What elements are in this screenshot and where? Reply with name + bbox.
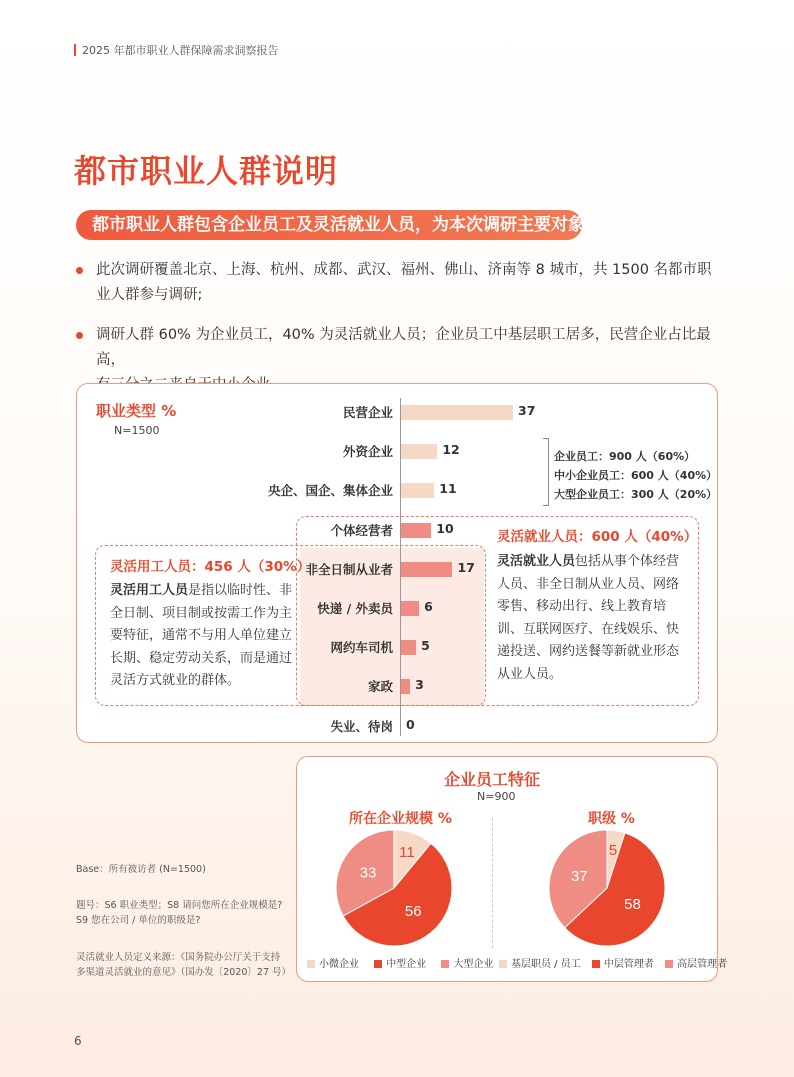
legend-label: 大型企业 — [453, 959, 494, 970]
bar-5 — [401, 601, 419, 616]
bar-value-label: 10 — [436, 520, 454, 536]
bar-category-label: 快递 / 外卖员 — [317, 601, 393, 616]
bar-value-label: 37 — [518, 403, 536, 418]
employee-info-line: 大型企业员工：300 人（20%） — [554, 488, 718, 501]
bar-3 — [401, 523, 431, 538]
company-size-pie-title: 所在企业规模 % — [349, 811, 452, 827]
bullet-item — [96, 258, 726, 308]
legend-item — [592, 959, 654, 970]
pie-value-label: 5 — [608, 842, 618, 860]
flex-hire-description — [110, 580, 296, 693]
legend-label: 中型企业 — [386, 959, 427, 970]
footnote-line: 题号：S6 职业类型；S8 请问您所在企业规模是? — [76, 900, 283, 911]
bar-6 — [401, 640, 416, 655]
page-title: 都市职业人群说明 — [74, 152, 339, 190]
footnote-line: 灵活就业人员定义来源：《国务院办公厅关于支持 — [76, 952, 281, 963]
bar-category-label: 央企、国企、集体企业 — [267, 483, 393, 499]
bullet-dot-icon — [76, 332, 83, 339]
legend-item — [499, 959, 581, 970]
bullet-line: 业人群参与调研; — [96, 287, 203, 303]
pie-value-label: 56 — [404, 903, 422, 921]
legend-item — [665, 959, 727, 970]
pie-value-label: 11 — [399, 843, 415, 861]
bar-value-label: 3 — [415, 677, 424, 693]
legend-swatch-icon — [307, 960, 315, 968]
employee-info-line: 中小企业员工：600 人（40%） — [554, 469, 718, 482]
bar-category-label: 网约车司机 — [330, 640, 393, 656]
footnote-questions — [76, 898, 282, 928]
bar-2 — [401, 483, 434, 498]
report-header-text: 2025 年都市职业人群保障需求洞察报告 — [82, 44, 279, 57]
legend-swatch-icon — [499, 960, 507, 968]
legend-item — [374, 959, 426, 970]
employee-brace — [543, 438, 549, 506]
employee-sample-size: N=900 — [477, 790, 516, 803]
legend-swatch-icon — [665, 960, 673, 968]
footnote-base: Base：所有被访者 (N=1500) — [76, 864, 206, 875]
company-size-legend — [307, 955, 493, 970]
footnote-line: S9 您在公司 / 单位的职级是? — [76, 915, 201, 926]
bar-1 — [401, 444, 437, 459]
bar-4 — [401, 562, 452, 577]
rank-pie-title: 职级 % — [588, 811, 635, 827]
flex-employ-description — [497, 551, 687, 686]
bar-value-label: 17 — [457, 559, 475, 575]
bar-category-label: 非全日制从业者 — [305, 561, 393, 577]
legend-swatch-icon — [374, 960, 382, 968]
bar-value-label: 11 — [439, 481, 457, 497]
bar-category-label: 家政 — [367, 679, 393, 695]
bar-7 — [401, 679, 410, 694]
bar-category-label: 外资企业 — [342, 444, 393, 460]
flex-hire-text: 是指以临时性、非全日制、项目制或按需工作为主要特征，通常不与用人单位建立长期、稳定劳动关系，而是通过灵活方式就业的群体。 — [110, 583, 293, 688]
bar-value-label: 6 — [424, 599, 433, 614]
bar-category-label: 个体经营者 — [330, 522, 393, 538]
pie-value-label: 58 — [624, 896, 641, 914]
legend-swatch-icon — [441, 960, 449, 968]
legend-label: 基层职员 / 员工 — [511, 959, 581, 970]
flex-hire-term: 灵活用工人员 — [110, 583, 189, 598]
flex-employ-term: 灵活就业人员 — [497, 554, 576, 569]
bar-category-label: 民营企业 — [342, 405, 393, 420]
flex-hire-title: 灵活用工人员：456 人（30%） — [110, 559, 311, 575]
report-header — [74, 42, 279, 58]
legend-label: 中层管理者 — [603, 959, 654, 970]
flex-employ-text: 包括从事个体经营人员、非全日制从业人员、网络零售、移动出行、线上教育培训、互联网医疗、在线娱乐、快递投送、网约送餐等新就业形态从业人员。 — [497, 554, 680, 682]
occupation-sample-size: N=1500 — [114, 424, 160, 437]
bar-value-label: 0 — [406, 716, 415, 732]
pie-divider — [492, 818, 493, 948]
footnote-line: 多渠道灵活就业的意见》（国办发〔2020〕27 号） — [76, 967, 292, 978]
bullet-line: 调研人群 60% 为企业员工，40% 为灵活就业人员；企业员工中基层职工居多，民营企业占比最高， — [96, 327, 711, 368]
bar-category-label: 失业、待岗 — [330, 718, 393, 734]
bar-value-label: 12 — [442, 442, 460, 458]
employee-info-line: 企业员工：900 人（60%） — [554, 450, 696, 463]
occupation-chart-title: 职业类型 % — [96, 402, 177, 420]
legend-swatch-icon — [592, 960, 600, 968]
company-size-pie — [334, 828, 454, 948]
legend-label: 小微企业 — [319, 959, 359, 970]
bullet-line: 此次调研覆盖北京、上海、杭州、成都、武汉、福州、佛山、济南等 8 城市，共 1500 名都市职 — [96, 262, 712, 278]
pie-value-label: 37 — [570, 868, 588, 886]
header-accent-bar — [74, 44, 76, 56]
legend-item — [441, 959, 493, 970]
legend-item — [307, 959, 359, 970]
bar-value-label: 5 — [421, 638, 430, 654]
legend-label: 高层管理者 — [677, 959, 728, 970]
bar-0 — [401, 405, 513, 420]
rank-pie — [547, 828, 667, 948]
employee-features-title: 企业员工特征 — [444, 770, 541, 789]
bullet-dot-icon — [76, 267, 83, 274]
page-number: 6 — [74, 1034, 82, 1048]
subtitle-banner: 都市职业人群包含企业员工及灵活就业人员，为本次调研主要对象 — [76, 210, 582, 240]
rank-legend — [499, 955, 727, 970]
employee-info — [554, 447, 717, 504]
flex-employ-title: 灵活就业人员：600 人（40%） — [497, 529, 698, 545]
pie-value-label: 33 — [359, 864, 377, 882]
footnote-source — [76, 950, 291, 980]
